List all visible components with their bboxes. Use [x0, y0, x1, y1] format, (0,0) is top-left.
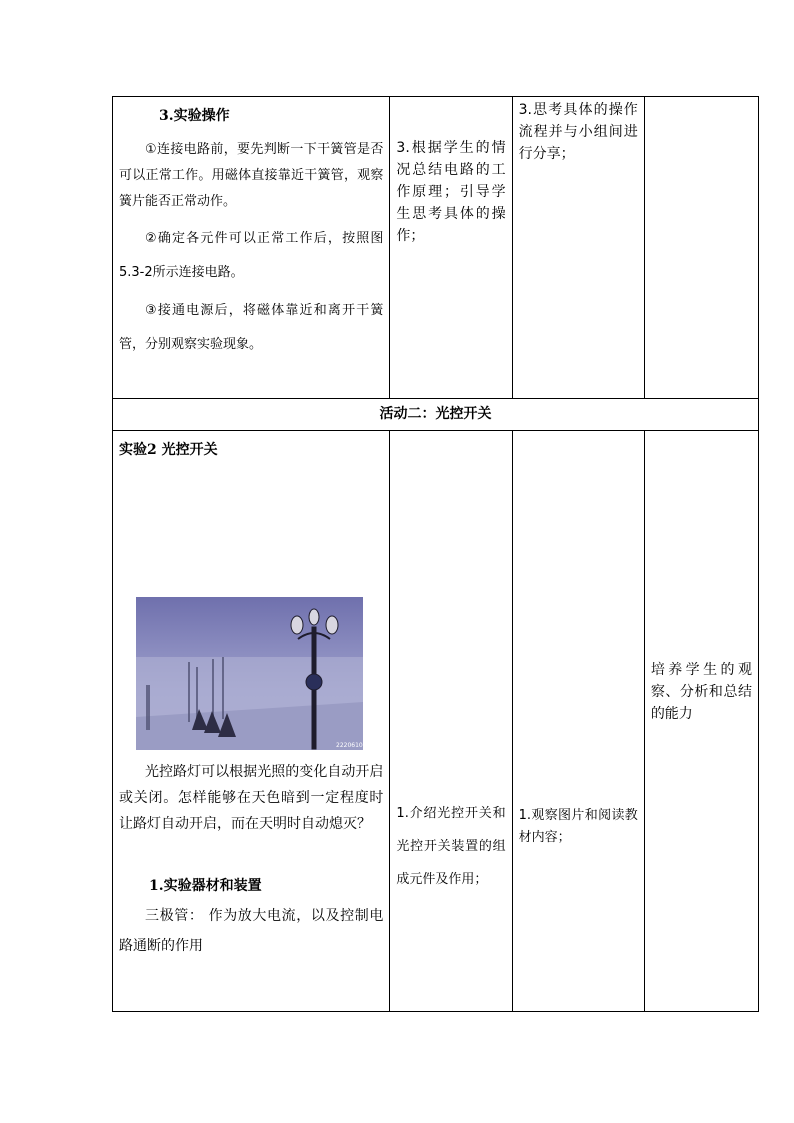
- design-intent-cell: [644, 431, 758, 1012]
- table-row: [113, 399, 759, 431]
- content-cell: [113, 97, 390, 399]
- student-activity-text: 1.观察图片和阅读教材内容；: [518, 808, 638, 845]
- triode-text: 三极管： 作为放大电流，以及控制电路通断的作用: [119, 908, 384, 954]
- step-3-text: ③接通电源后，将磁体靠近和离开干簧管，分别观察实验现象。: [119, 303, 384, 352]
- activity-title: 活动二：光控开关: [379, 406, 492, 422]
- photo-caption: 光控路灯可以根据光照的变化自动开启或关闭。怎样能够在天色暗到一定程度时让路灯自动开启，而在天明时自动熄灭？: [119, 764, 384, 832]
- table-row: [113, 97, 759, 399]
- section-heading: 3.实验操作: [159, 108, 230, 124]
- student-activity-cell: [512, 97, 644, 399]
- student-activity-text: 3.思考具体的操作流程并与小组间进行分享；: [518, 102, 638, 162]
- student-activity-cell: [512, 431, 644, 1012]
- activity-title-cell: [113, 399, 759, 431]
- teacher-activity-text: 3.根据学生的情况总结电路的工作原理；引导学生思考具体的操作；: [396, 140, 506, 244]
- street-lamp-photo: [136, 597, 367, 750]
- teacher-activity-text: 1.介绍光控开关和光控开关装置的组成元件及作用；: [396, 806, 506, 887]
- teacher-activity-cell: [390, 97, 512, 399]
- lesson-table: [112, 96, 759, 1012]
- materials-heading: 1.实验器材和装置: [149, 878, 262, 894]
- experiment-heading: 实验2 光控开关: [119, 442, 218, 458]
- step-2-text: ②确定各元件可以正常工作后，按照图5.3-2所示连接电路。: [119, 231, 384, 280]
- step-1-text: ①连接电路前，要先判断一下干簧管是否可以正常工作。用磁体直接靠近干簧管，观察簧片能否正常动作。: [119, 142, 384, 209]
- photo-watermark: 22206104: [336, 742, 367, 749]
- design-intent-text: 培养学生的观察、分析和总结的能力: [650, 662, 752, 722]
- teacher-activity-cell: [390, 431, 512, 1012]
- design-intent-cell: [644, 97, 758, 399]
